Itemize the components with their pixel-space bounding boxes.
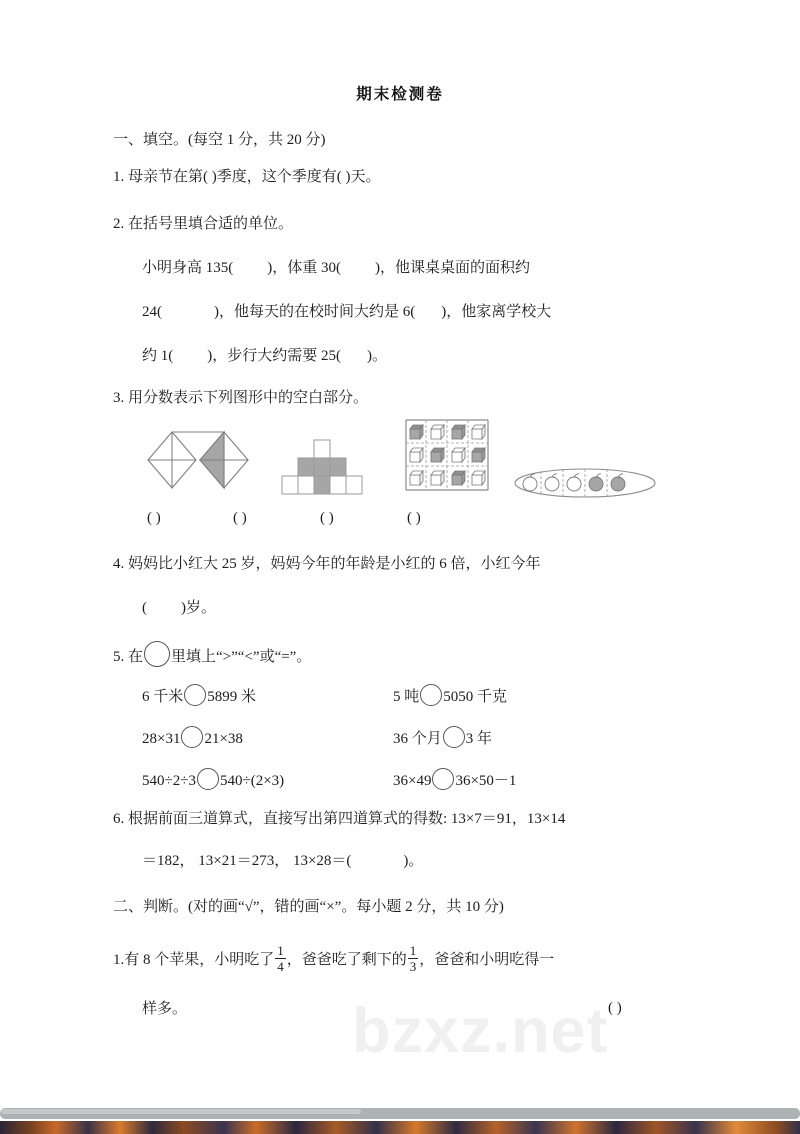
question-3-number: 3. xyxy=(113,390,125,406)
section-two-heading: 二、判断。(对的画“√”，错的画“×”。每小题 2 分，共 10 分) xyxy=(113,899,504,915)
q5-cmp-6-right: 36×50－1 xyxy=(455,773,517,789)
q2-l3-c: )。 xyxy=(367,348,387,364)
question-1-number: 1. xyxy=(113,169,125,185)
question-2-line-3 xyxy=(142,347,387,365)
q5-row-3-right xyxy=(393,768,516,790)
q5-cmp-3-left: 28×31 xyxy=(142,731,181,747)
question-4-number: 4. xyxy=(113,556,125,572)
section-one-heading: 一、填空。(每空 1 分，共 20 分) xyxy=(113,132,326,148)
q5-row-2-right xyxy=(393,726,492,748)
question-6-line-1 xyxy=(113,810,565,828)
scrollbar-thumb[interactable] xyxy=(1,1109,361,1114)
s2-q1-number: 1. xyxy=(113,952,125,968)
q5-cmp-6-left: 36×49 xyxy=(393,773,432,789)
horizontal-scrollbar[interactable] xyxy=(0,1108,800,1119)
q2-l2-b: )，他每天的在校时间大约是 6( xyxy=(214,304,416,320)
frac1-denominator: 4 xyxy=(277,959,284,974)
figure-apples-oval xyxy=(512,462,658,504)
q2-l2-a: 24( xyxy=(142,304,162,320)
question-6-line-2 xyxy=(142,852,423,870)
s2-q1-seg2: ，爸爸吃了剩下的 xyxy=(286,952,407,968)
question-2-prompt xyxy=(113,215,293,233)
q2-l3-a: 约 1( xyxy=(142,348,174,364)
q4-text: 妈妈比小红大 25 岁，妈妈今年的年龄是小红的 6 倍，小红今年 xyxy=(128,556,541,572)
q5-cmp-6-circle[interactable] xyxy=(432,768,454,790)
q4-l2-b: )岁。 xyxy=(181,600,216,616)
q6-l2-a: ＝182， 13×21＝273， 13×28＝( xyxy=(142,853,352,869)
question-5-prompt xyxy=(113,641,311,667)
bottom-thumbnail-strip xyxy=(0,1121,800,1134)
q5-cmp-5-right: 540÷(2×3) xyxy=(219,773,285,789)
question-2-number: 2. xyxy=(113,216,125,232)
q5-cmp-2-right: 5050 千克 xyxy=(443,689,508,705)
q5-cmp-1-right: 5899 米 xyxy=(207,689,257,705)
q5-cmp-4-right: 3 年 xyxy=(465,731,493,747)
s2-question-1-line-2: 样多。 xyxy=(142,1001,188,1017)
q5-row-2-left xyxy=(142,726,243,748)
q5-cmp-1-circle[interactable] xyxy=(184,684,206,706)
s2-question-1-line-1 xyxy=(113,944,554,973)
q5-cmp-5-left: 540÷2÷3 xyxy=(142,773,196,789)
question-1-text: 母亲节在第( )季度，这个季度有( )天。 xyxy=(128,169,381,185)
s2-q1-seg3: ，爸爸和小明吃得一 xyxy=(419,952,555,968)
q6-l2-b: )。 xyxy=(403,853,424,869)
question-2-line-2 xyxy=(142,303,551,321)
figure-cube-grid xyxy=(398,414,496,498)
q2-l2-c: )，他家离学校大 xyxy=(441,304,552,320)
question-1 xyxy=(113,168,380,186)
q5-prompt-b: 里填上“>”“<”或“=”。 xyxy=(171,649,312,665)
q6-l1: 根据前面三道算式，直接写出第四道算式的得数: 13×7＝91，13×14 xyxy=(128,811,566,827)
question-4-line-1 xyxy=(113,555,541,573)
q2-l1-c: )，他课桌桌面的面积约 xyxy=(375,260,530,276)
q5-row-3-left xyxy=(142,768,284,790)
question-3-prompt xyxy=(113,389,368,407)
watermark-text: bzxz.net xyxy=(352,996,609,1066)
s2-q1-answer[interactable]: ( ) xyxy=(608,1000,622,1016)
question-2-prompt-text: 在括号里填合适的单位。 xyxy=(128,216,294,232)
q5-cmp-2-circle[interactable] xyxy=(420,684,442,706)
q3-answer-3[interactable]: ( ) xyxy=(320,510,334,526)
q2-l1-a: 小明身高 135( xyxy=(142,260,234,276)
frac1-numerator: 1 xyxy=(277,943,284,958)
figure-two-diamonds xyxy=(144,428,252,496)
fraction-one-quarter xyxy=(275,944,286,973)
q3-answer-1[interactable]: ( ) xyxy=(147,510,161,526)
q2-l3-b: )，步行大约需要 25( xyxy=(207,348,341,364)
q5-cmp-3-circle[interactable] xyxy=(181,726,203,748)
question-5-number: 5. xyxy=(113,649,125,665)
q4-l2-a: ( xyxy=(142,600,147,616)
q5-cmp-3-right: 21×38 xyxy=(204,731,243,747)
s2-q1-seg1: 有 8 个苹果，小明吃了 xyxy=(124,952,275,968)
question-6-number: 6. xyxy=(113,811,125,827)
q5-cmp-4-circle[interactable] xyxy=(443,726,465,748)
question-4-line-2 xyxy=(142,599,216,617)
q3-answer-4[interactable]: ( ) xyxy=(407,510,421,526)
q5-prompt-a: 在 xyxy=(128,649,144,665)
q5-cmp-5-circle[interactable] xyxy=(197,768,219,790)
q5-prompt-circle xyxy=(144,641,170,667)
question-3-prompt-text: 用分数表示下列图形中的空白部分。 xyxy=(128,390,369,406)
figure-stacked-squares xyxy=(280,432,364,496)
q5-row-1-right xyxy=(393,684,507,706)
question-2-line-1 xyxy=(142,259,530,277)
q5-cmp-1-left: 6 千米 xyxy=(142,689,184,705)
q5-cmp-2-left: 5 吨 xyxy=(393,689,420,705)
q5-cmp-4-left: 36 个月 xyxy=(393,731,442,747)
frac2-denominator: 3 xyxy=(409,959,417,974)
q2-l1-b: )，体重 30( xyxy=(267,260,341,276)
fraction-one-third xyxy=(408,944,419,973)
q5-row-1-left xyxy=(142,684,256,706)
frac2-numerator: 1 xyxy=(409,943,417,958)
page-title: 期末检测卷 xyxy=(356,86,444,103)
q3-answer-2[interactable]: ( ) xyxy=(233,510,247,526)
